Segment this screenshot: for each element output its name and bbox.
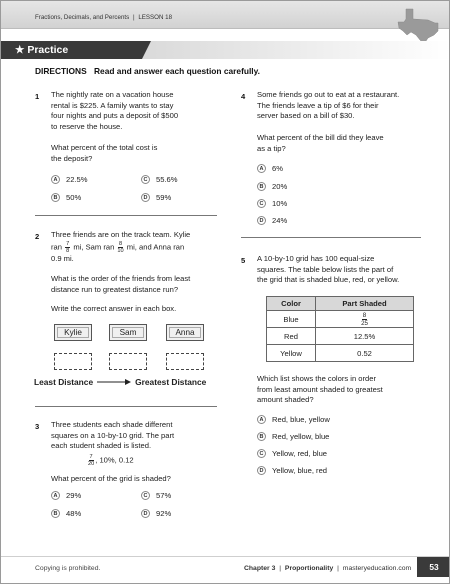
- q1-option-a[interactable]: [51, 175, 88, 184]
- answer-bubble-a: A: [51, 175, 60, 184]
- answer-bubble-b: B: [51, 193, 60, 202]
- footer-separator: |: [337, 565, 339, 572]
- header-section: Fractions, Decimals, and Percents: [35, 14, 130, 21]
- question-5-number: 5: [241, 256, 246, 265]
- divider: [241, 237, 421, 238]
- header-lesson: LESSON 18: [138, 14, 173, 21]
- answer-bubble-a: A: [51, 491, 60, 500]
- greatest-distance-label: Greatest Distance: [135, 377, 207, 387]
- fraction-eight-tenths: [117, 241, 123, 254]
- question-2-instruction: [51, 304, 176, 315]
- option-text: Red, blue, yellow: [272, 415, 330, 424]
- card-border: [57, 327, 89, 338]
- footer-chapter-info: [244, 565, 411, 572]
- q5-line: squares. The table below lists the part of: [257, 264, 394, 274]
- question-4-stem: [257, 90, 399, 122]
- answer-bubble-c: C: [141, 491, 150, 500]
- drag-card-kylie[interactable]: [54, 324, 92, 341]
- q2-prompt-line: distance run to greatest distance run?: [51, 284, 179, 294]
- q2-text: mi, Sam ran: [73, 242, 115, 251]
- q3-line: each student shaded is listed.: [51, 441, 152, 450]
- q2-text: ran: [51, 242, 62, 251]
- q5-option-c[interactable]: [257, 449, 327, 458]
- fraction-denominator: 10: [117, 247, 124, 254]
- answer-bubble-b: B: [51, 509, 60, 518]
- column-header-color: Color: [267, 297, 316, 311]
- fraction-seven-eighths: [65, 241, 70, 254]
- q5-prompt-line: amount shaded?: [257, 395, 314, 404]
- option-text: 6%: [272, 164, 283, 173]
- drag-card-anna[interactable]: [166, 324, 204, 341]
- option-text: 20%: [272, 182, 288, 191]
- q3-option-c[interactable]: [141, 491, 171, 500]
- q2-line: 0.9 mi.: [51, 253, 74, 263]
- option-text: 22.5%: [66, 175, 88, 184]
- question-5-stem: [257, 254, 399, 286]
- footer-separator: |: [279, 565, 282, 572]
- q3-option-b[interactable]: [51, 509, 81, 518]
- right-arrow-icon: [96, 378, 132, 386]
- option-text: 57%: [156, 491, 172, 500]
- q4-line: server based on a bill of $30.: [257, 111, 355, 120]
- q2-line-fractions: [51, 241, 190, 254]
- question-2-prompt: [51, 274, 190, 295]
- answer-bubble-b: B: [257, 432, 266, 441]
- question-1-prompt: [51, 143, 157, 164]
- directions: [35, 66, 260, 76]
- q4-option-d[interactable]: [257, 216, 287, 225]
- table-row: [267, 311, 414, 328]
- fraction-denominator: 20: [88, 461, 95, 467]
- footer-site: masteryeducation.com: [342, 565, 412, 572]
- directions-label: DIRECTIONS: [35, 66, 87, 76]
- fraction-numerator: 8: [118, 240, 123, 247]
- q3-line: Three students each shade different: [51, 420, 173, 429]
- directions-text: Read and answer each question carefully.: [93, 66, 260, 76]
- question-3-stem: [51, 420, 174, 452]
- answer-box-2[interactable]: [109, 353, 147, 370]
- q4-option-a[interactable]: [257, 164, 283, 173]
- fraction-eight-twenty-fifths: [361, 312, 368, 327]
- option-text: 55.6%: [156, 175, 178, 184]
- question-2-number: 2: [35, 232, 40, 241]
- q2-text: mi, and Anna ran: [126, 242, 185, 251]
- q4-option-b[interactable]: [257, 182, 287, 191]
- option-text: 50%: [66, 193, 82, 202]
- q5-option-d[interactable]: [257, 466, 327, 475]
- question-3-number: 3: [35, 422, 40, 431]
- answer-bubble-c: C: [257, 449, 266, 458]
- q3-values-text: , 10%, 0.12: [95, 455, 134, 465]
- page-number: 53: [417, 557, 450, 577]
- q5-prompt-line: from least amount shaded to greatest: [257, 384, 383, 394]
- column-header-part-shaded: Part Shaded: [316, 297, 414, 311]
- q2-prompt-line: What is the order of the friends from least: [51, 274, 191, 283]
- fraction-seven-twentieths: [88, 454, 94, 467]
- divider: [35, 406, 217, 407]
- fraction-numerator: 7: [66, 240, 70, 247]
- q1-prompt-line: the deposit?: [51, 153, 93, 163]
- q1-line: four nights and puts a deposit of $500: [51, 111, 179, 120]
- q1-line: The nightly rate on a vacation house: [51, 90, 174, 99]
- shaded-parts-table: [266, 296, 414, 362]
- q4-prompt-line: as a tip?: [257, 143, 286, 153]
- table-cell-color: Blue: [267, 311, 316, 328]
- q3-line: squares on a 10-by-10 grid. The part: [51, 430, 175, 440]
- answer-bubble-d: D: [141, 509, 150, 518]
- answer-box-3[interactable]: [166, 353, 204, 370]
- fraction-denominator: 25: [361, 319, 368, 327]
- running-header: [35, 14, 172, 21]
- question-1-stem: [51, 90, 178, 132]
- question-4-number: 4: [241, 92, 246, 101]
- footer-topic: Proportionality: [284, 565, 334, 572]
- table-cell-color: Yellow: [267, 345, 316, 362]
- q1-option-c[interactable]: [141, 175, 178, 184]
- q5-prompt-line: Which list shows the colors in order: [257, 374, 377, 383]
- footer-chapter: Chapter 3: [244, 565, 276, 572]
- table-cell-part: 12.5%: [316, 328, 414, 345]
- q4-line: Some friends go out to eat at a restaurant.: [257, 90, 400, 99]
- answer-bubble-d: D: [257, 216, 266, 225]
- option-text: 24%: [272, 216, 288, 225]
- answer-bubble-c: C: [257, 199, 266, 208]
- fraction-denominator: 8: [66, 247, 70, 254]
- q5-line: A 10-by-10 grid has 100 equal-size: [257, 254, 375, 263]
- answer-bubble-d: D: [141, 193, 150, 202]
- table-cell-color: Red: [267, 328, 316, 345]
- fraction-numerator: 8: [362, 311, 367, 319]
- q2-line: Three friends are on the track team. Kylie: [51, 230, 191, 239]
- answer-bubble-d: D: [257, 466, 266, 475]
- option-text: 10%: [272, 199, 288, 208]
- card-border: [112, 327, 144, 338]
- option-text: 59%: [156, 193, 172, 202]
- table-row: [267, 328, 414, 345]
- q5-line: the grid that is shaded blue, red, or yellow.: [257, 275, 400, 284]
- answer-bubble-a: A: [257, 164, 266, 173]
- answer-box-1[interactable]: [54, 353, 92, 370]
- option-text: Yellow, blue, red: [272, 466, 328, 475]
- question-1-number: 1: [35, 92, 40, 101]
- option-text: 48%: [66, 509, 82, 518]
- ordering-label: [34, 377, 206, 387]
- q3-option-d[interactable]: [141, 509, 171, 518]
- q1-option-b[interactable]: [51, 193, 81, 202]
- card-border: [169, 327, 201, 338]
- option-text: Red, yellow, blue: [272, 432, 330, 441]
- table-cell-part: [316, 311, 414, 328]
- drag-card-sam[interactable]: [109, 324, 147, 341]
- q1-line: rental is $225. A family wants to stay: [51, 100, 174, 110]
- least-distance-label: Least Distance: [34, 377, 94, 387]
- card-label: Kylie: [64, 328, 82, 337]
- table-row: [267, 345, 414, 362]
- question-2-stem: [51, 230, 190, 264]
- question-5-prompt: [257, 374, 383, 406]
- q1-prompt-line: What percent of the total cost is: [51, 143, 158, 152]
- q3-values-line: [87, 454, 134, 467]
- table-cell-part: 0.52: [316, 345, 414, 362]
- texas-state-icon: [396, 7, 442, 45]
- answer-bubble-c: C: [141, 175, 150, 184]
- q5-option-a[interactable]: [257, 415, 330, 424]
- header-separator: |: [132, 14, 135, 21]
- answer-bubble-a: A: [257, 415, 266, 424]
- q4-line: The friends leave a tip of $6 for their: [257, 100, 379, 110]
- answer-bubble-b: B: [257, 182, 266, 191]
- q3-option-a[interactable]: [51, 491, 81, 500]
- question-3-prompt: [51, 474, 171, 485]
- q3-prompt-line: What percent of the grid is shaded?: [51, 474, 171, 483]
- practice-title: ★ Practice: [15, 44, 69, 56]
- q1-line: to reserve the house.: [51, 121, 123, 131]
- copyright-notice: Copying is prohibited.: [35, 565, 101, 572]
- option-text: Yellow, red, blue: [272, 449, 328, 458]
- option-text: 29%: [66, 491, 82, 500]
- card-label: Sam: [119, 328, 137, 337]
- fraction-numerator: 7: [89, 454, 93, 460]
- option-text: 92%: [156, 509, 172, 518]
- q4-prompt-line: What percent of the bill did they leave: [257, 133, 384, 142]
- question-4-prompt: [257, 133, 384, 154]
- q5-option-b[interactable]: [257, 432, 329, 441]
- divider: [35, 215, 217, 216]
- table-header-row: [267, 297, 414, 311]
- card-label: Anna: [175, 328, 195, 337]
- q2-instruction-text: Write the correct answer in each box.: [51, 304, 177, 313]
- q4-option-c[interactable]: [257, 199, 287, 208]
- question-3-values: [87, 454, 134, 467]
- q1-option-d[interactable]: [141, 193, 171, 202]
